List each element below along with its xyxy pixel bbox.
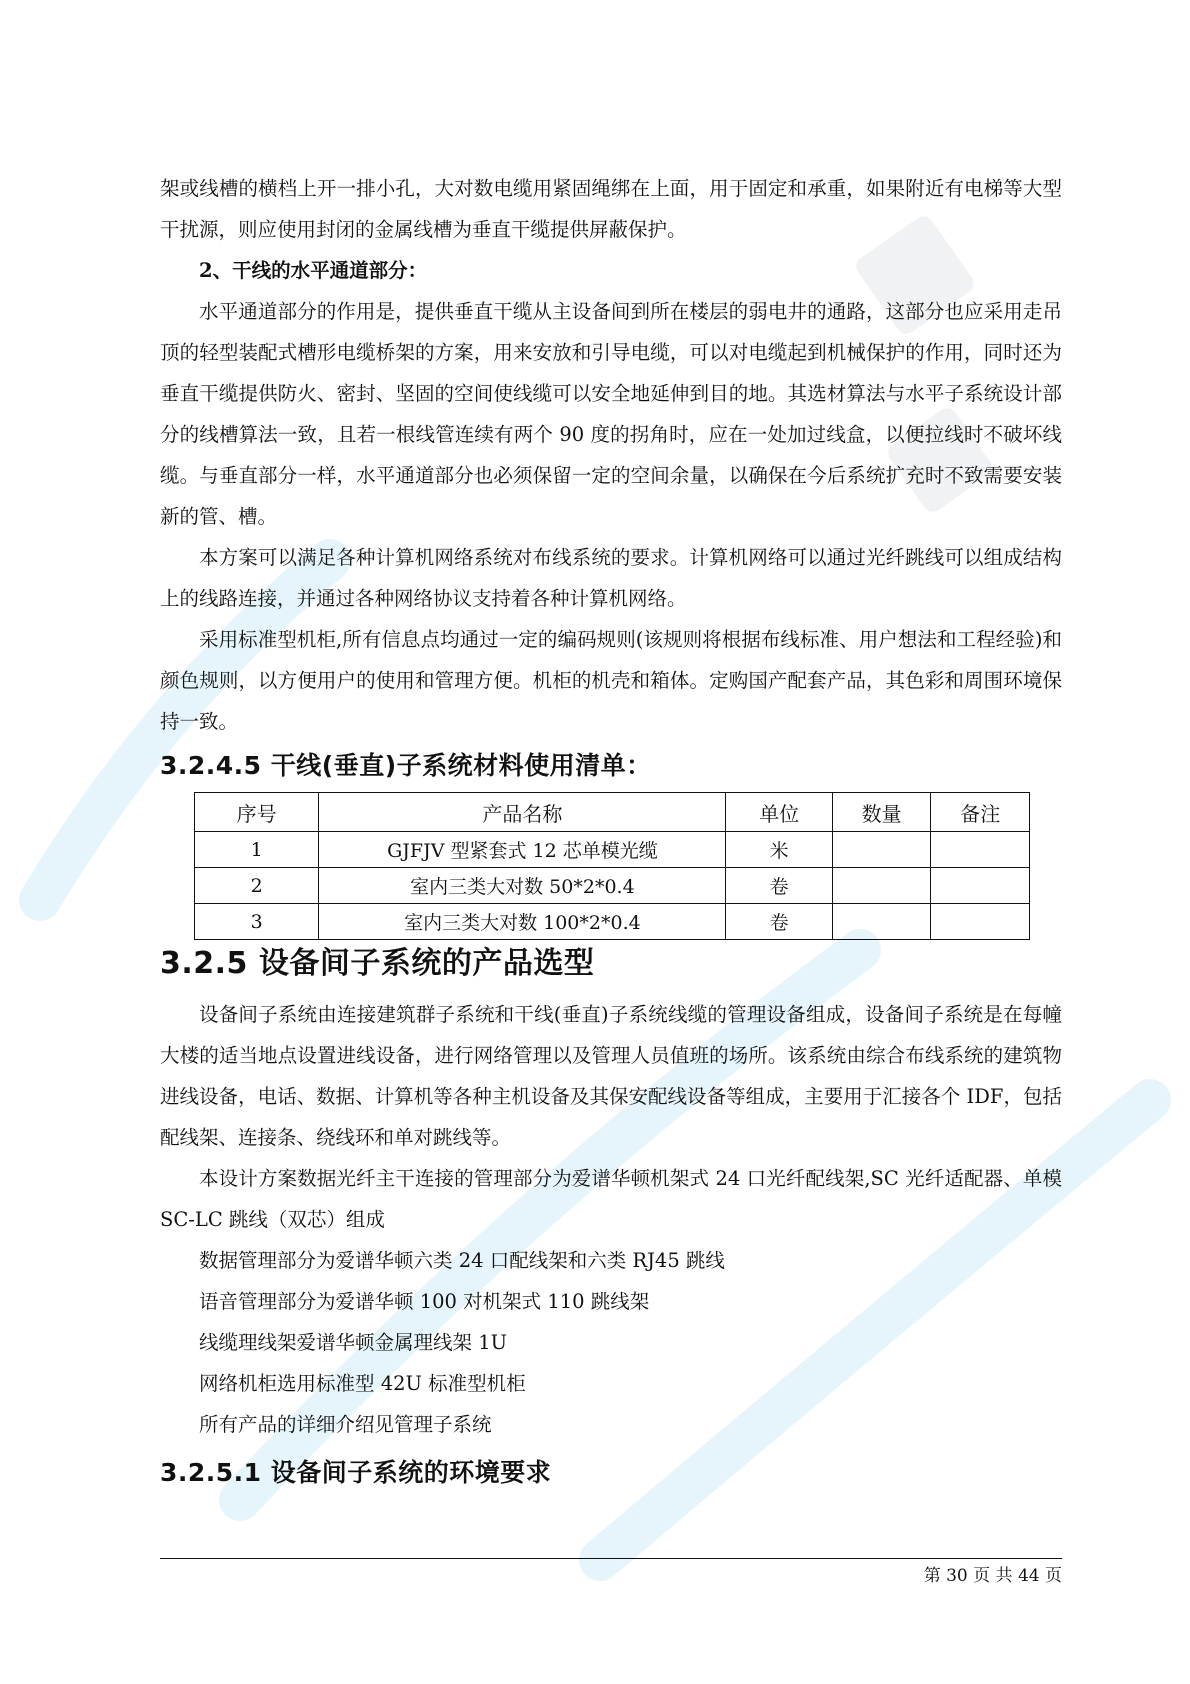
table-cell: 卷: [726, 904, 832, 940]
paragraph-continued: 架或线槽的横档上开一排小孔，大对数电缆用紧固绳绑在上面，用于固定和承重，如果附近有电梯等大型干扰源，则应使用封闭的金属线槽为垂直干缆提供屏蔽保护。: [160, 177, 1062, 241]
table-header-cell: 数量: [832, 793, 931, 832]
table-cell: [931, 832, 1030, 868]
table-cell: 室内三类大对数 50*2*0.4: [319, 868, 726, 904]
page-content: [160, 168, 1062, 1499]
paragraph-horizontal-channel: 水平通道部分的作用是，提供垂直干缆从主设备间到所在楼层的弱电井的通路，这部分也应采用走吊顶的轻型装配式槽形电缆桥架的方案，用来安放和引导电缆，可以对电缆起到机械保护的作用，同时还为垂直干缆提供防火、密封、坚固的空间使线缆可以安全地延伸到目的地。其选材算法与水平子系统设计部分的线槽算法一致，且若一根线管连续有两个 90 度的拐角时，应在一处加过线盒，以便拉线时不破坏线缆。与垂直部分一样，水平通道部分也必须保留一定的空间余量，以确保在今后系统扩充时不致需要安装新的管、槽。: [160, 300, 1062, 528]
paragraph-cabinet: 采用标准型机柜,所有信息点均通过一定的编码规则(该规则将根据布线标准、用户想法和工程经验)和颜色规则，以方便用户的使用和管理方便。机柜的机壳和箱体。定购国产配套产品，其色彩和周围环境保持一致。: [160, 628, 1062, 733]
paragraph-network-support: 本方案可以满足各种计算机网络系统对布线系统的要求。计算机网络可以通过光纤跳线可以组成结构上的线路连接，并通过各种网络协议支持着各种计算机网络。: [160, 546, 1062, 610]
heading-325: 3.2.5 设备间子系统的产品选型: [160, 946, 595, 981]
table-header-row: [195, 793, 1030, 832]
heading-3251: 3.2.5.1 设备间子系统的环境要求: [160, 1458, 552, 1487]
table-header-cell: 产品名称: [319, 793, 726, 832]
line-network-cabinet: 网络机柜选用标准型 42U 标准型机柜: [199, 1372, 526, 1395]
table-cell: 卷: [726, 868, 832, 904]
table-cell: 2: [195, 868, 319, 904]
table-row: [195, 868, 1030, 904]
table-cell: 米: [726, 832, 832, 868]
line-voice-management: 语音管理部分为爱谱华顿 100 对机架式 110 跳线架: [199, 1290, 650, 1313]
table-row: [195, 904, 1030, 940]
table-header-cell: 备注: [931, 793, 1030, 832]
table-cell: [832, 832, 931, 868]
paragraph-equipment-room: 设备间子系统由连接建筑群子系统和干线(垂直)子系统线缆的管理设备组成，设备间子系统是在每幢大楼的适当地点设置进线设备，进行网络管理以及管理人员值班的场所。该系统由综合布线系统的建筑物进线设备，电话、数据、计算机等各种主机设备及其保安配线设备等组成，主要用于汇接各个 IDF，包括配线架、连接条、绕线环和单对跳线等。: [160, 1003, 1062, 1149]
table-row: [195, 832, 1030, 868]
materials-table: [194, 792, 1030, 940]
table-header-cell: 单位: [726, 793, 832, 832]
footer-divider: [160, 1558, 1062, 1559]
line-data-management: 数据管理部分为爱谱华顿六类 24 口配线架和六类 RJ45 跳线: [199, 1249, 725, 1272]
subheading-horizontal-channel: 2、干线的水平通道部分：: [199, 259, 428, 282]
heading-3245: 3.2.4.5 干线(垂直)子系统材料使用清单：: [160, 751, 652, 780]
table-cell: 3: [195, 904, 319, 940]
table-cell: 1: [195, 832, 319, 868]
paragraph-fiber-management: 本设计方案数据光纤主干连接的管理部分为爱谱华顿机架式 24 口光纤配线架,SC 光纤适配器、单模 SC-LC 跳线（双芯）组成: [160, 1167, 1062, 1231]
line-cable-manager: 线缆理线架爱谱华顿金属理线架 1U: [199, 1331, 508, 1354]
table-cell: [931, 868, 1030, 904]
table-cell: [931, 904, 1030, 940]
page-number: 第 30 页 共 44 页: [923, 1566, 1062, 1586]
table-cell: [832, 904, 931, 940]
table-cell: 室内三类大对数 100*2*0.4: [319, 904, 726, 940]
table-cell: GJFJV 型紧套式 12 芯单模光缆: [319, 832, 726, 868]
table-cell: [832, 868, 931, 904]
line-product-details: 所有产品的详细介绍见管理子系统: [199, 1413, 492, 1436]
table-header-cell: 序号: [195, 793, 319, 832]
